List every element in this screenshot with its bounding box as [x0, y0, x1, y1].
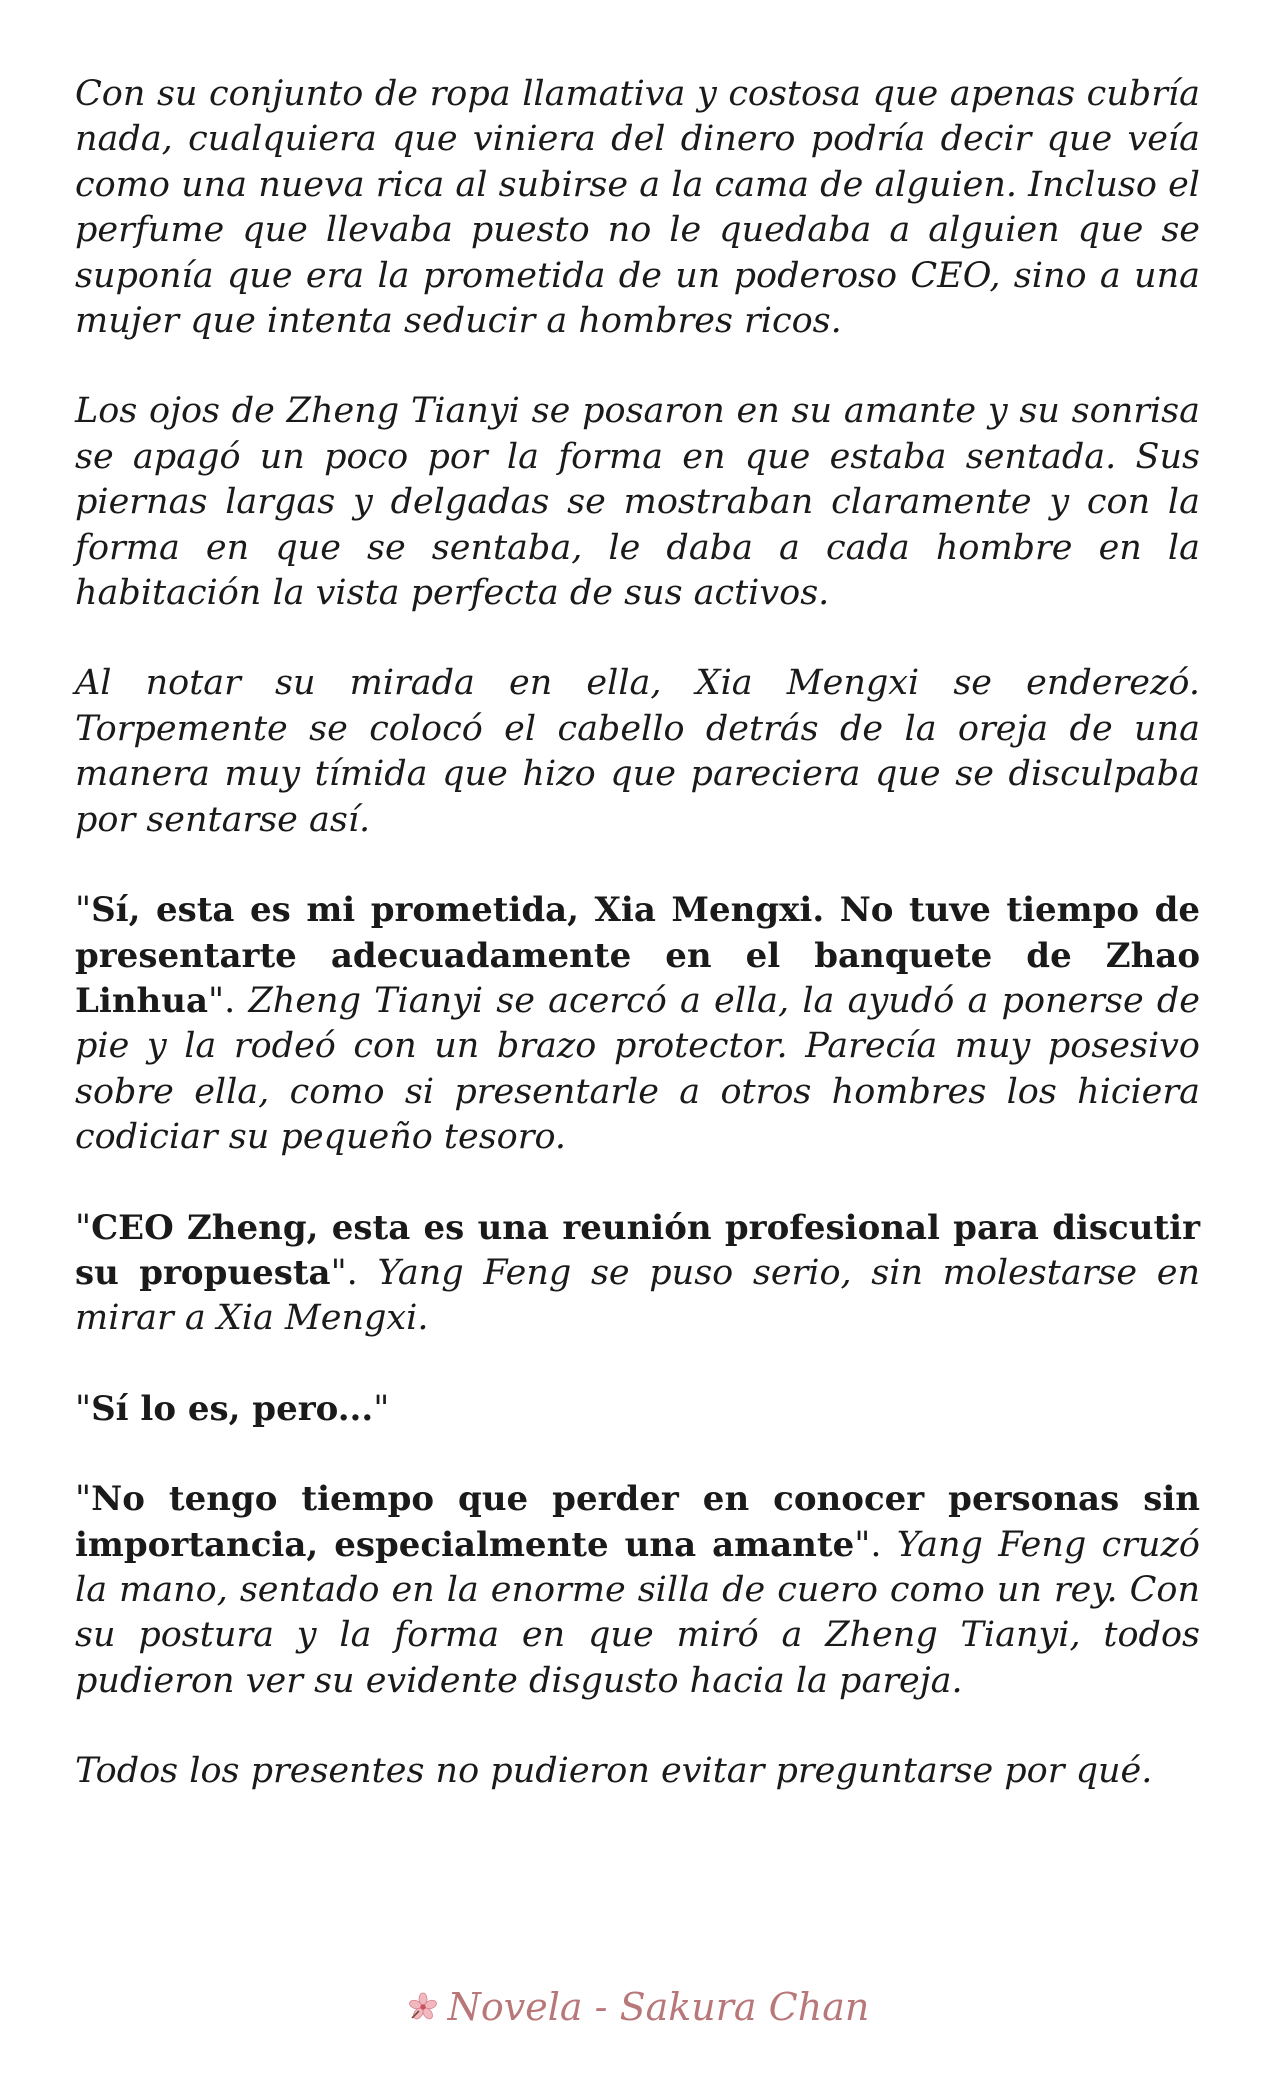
paragraph-7 [75, 1477, 1200, 1704]
dialogue-speech: CEO Zheng, esta es una reunión profesional para discutir su propuesta [75, 1207, 1200, 1293]
close-quote: " [373, 1388, 390, 1429]
paragraph-4 [75, 888, 1200, 1160]
watermark-footer [0, 1985, 1275, 2029]
close-quote: ". [208, 980, 236, 1021]
cherry-blossom-icon [406, 1990, 440, 2024]
open-quote: " [75, 1388, 92, 1429]
paragraph-3: Al notar su mirada en ella, Xia Mengxi se enderezó. Torpemente se colocó el cabello detrás de la oreja de una manera muy tímida que hizo que pareciera que se disculpaba por sentarse así. [75, 663, 1200, 840]
close-quote: ". [854, 1524, 882, 1565]
dialogue-speech: Sí lo es, pero... [91, 1388, 374, 1429]
dialogue-narration: Zheng Tianyi se acercó a ella, la ayudó a ponerse de pie y la rodeó con un brazo protector. Parecía muy posesivo sobre ella, como si presentarle a otros hombres los hiciera codiciar su pequeño tesoro. [75, 980, 1200, 1158]
dialogue-narration: Yang Feng se puso serio, sin molestarse en mirar a Xia Mengxi. [75, 1252, 1200, 1339]
paragraph-8: Todos los presentes no pudieron evitar preguntarse por qué. [75, 1751, 1153, 1792]
close-quote: ". [330, 1252, 358, 1293]
dialogue-speech: Sí, esta es mi prometida, Xia Mengxi. No tuve tiempo de presentarte adecuadamente en el banquete de Zhao Linhua [75, 890, 1200, 1021]
open-quote: " [75, 1207, 92, 1248]
watermark-text: Novela - Sakura Chan [447, 1985, 870, 2029]
paragraph-1: Con su conjunto de ropa llamativa y costosa que apenas cubría nada, cualquiera que viniera del dinero podría decir que veía como una nueva rica al subirse a la cama de alguien. Incluso el perfume que llevaba puesto no le quedaba a alguien que se suponía que era la prometida de un poderoso CEO, sino a una mujer que intenta seducir a hombres ricos. [75, 74, 1200, 342]
dialogue-speech: No tengo tiempo que perder en conocer personas sin importancia, especialmente una amante [75, 1479, 1200, 1565]
open-quote: " [75, 1479, 92, 1520]
paragraph-6 [75, 1387, 1200, 1432]
paragraph-5 [75, 1206, 1200, 1342]
document-page [75, 72, 1200, 1840]
paragraph-2: Los ojos de Zheng Tianyi se posaron en su amante y su sonrisa se apagó un poco por la forma en que estaba sentada. Sus piernas largas y delgadas se mostraban claramente y con la forma en que se sentaba, le daba a cada hombre en la habitación la vista perfecta de sus activos. [75, 391, 1200, 614]
dialogue-narration: Yang Feng cruzó la mano, sentado en la enorme silla de cuero como un rey. Con su postura y la forma en que miró a Zheng Tianyi, todos pudieron ver su evidente disgusto hacia la pareja. [75, 1524, 1200, 1701]
open-quote: " [75, 890, 92, 931]
